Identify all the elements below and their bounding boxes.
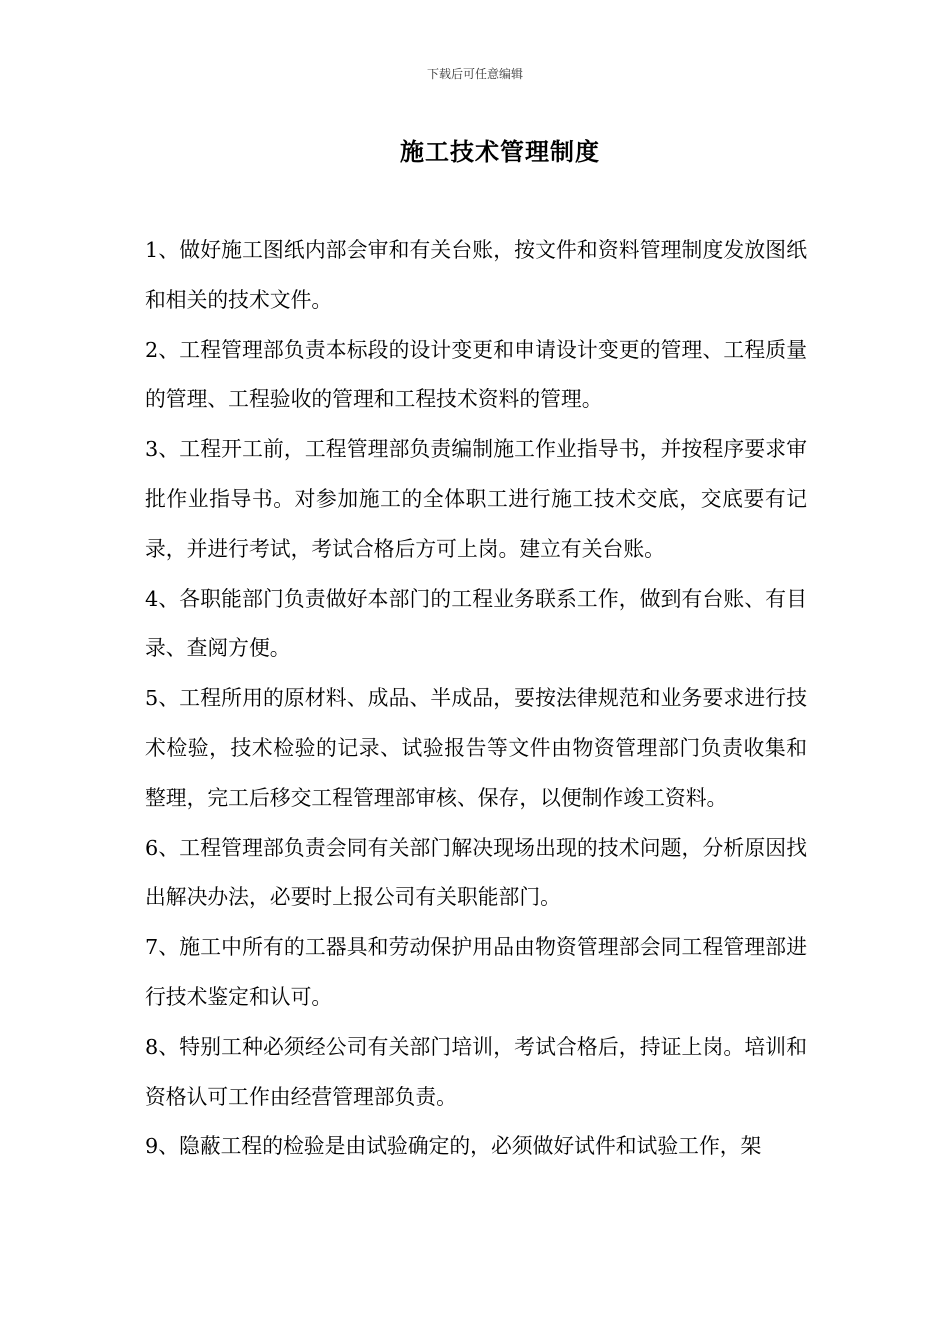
paragraph-7: 7、施工中所有的工器具和劳动保护用品由物资管理部会同工程管理部进行技术鉴定和认可。 (145, 935, 807, 1009)
paragraph-1: 1、做好施工图纸内部会审和有关台账，按文件和资料管理制度发放图纸和相关的技术文件。 (145, 238, 807, 312)
paragraph-9: 9、隐蔽工程的检验是由试验确定的，必须做好试件和试验工作，架 (145, 1134, 762, 1159)
document-body (145, 226, 807, 1172)
paragraph-8: 8、特别工种必须经公司有关部门培训，考试合格后，持证上岗。培训和资格认可工作由经营管理部负责。 (145, 1034, 807, 1109)
paragraph-6: 6、工程管理部负责会同有关部门解决现场出现的技术问题，分析原因找出解决办法，必要时上报公司有关职能部门。 (145, 835, 807, 910)
paragraph-4: 4、各职能部门负责做好本部门的工程业务联系工作，做到有台账、有目录、查阅方便。 (145, 586, 807, 661)
header-note: 下载后可任意编辑 (426, 67, 523, 81)
paragraph-2: 2、工程管理部负责本标段的设计变更和申请设计变更的管理、工程质量的管理、工程验收的管理和工程技术资料的管理。 (145, 337, 807, 412)
paragraph-3: 3、工程开工前，工程管理部负责编制施工作业指导书，并按程序要求审批作业指导书。对参加施工的全体职工进行施工技术交底，交底要有记录，并进行考试，考试合格后方可上岗。建立有关台账。 (145, 437, 807, 561)
paragraph-5: 5、工程所用的原材料、成品、半成品，要按法律规范和业务要求进行技术检验，技术检验的记录、试验报告等文件由物资管理部门负责收集和整理，完工后移交工程管理部审核、保存，以便制作竣工资料。 (145, 686, 807, 810)
document-title: 施工技术管理制度 (400, 137, 600, 166)
